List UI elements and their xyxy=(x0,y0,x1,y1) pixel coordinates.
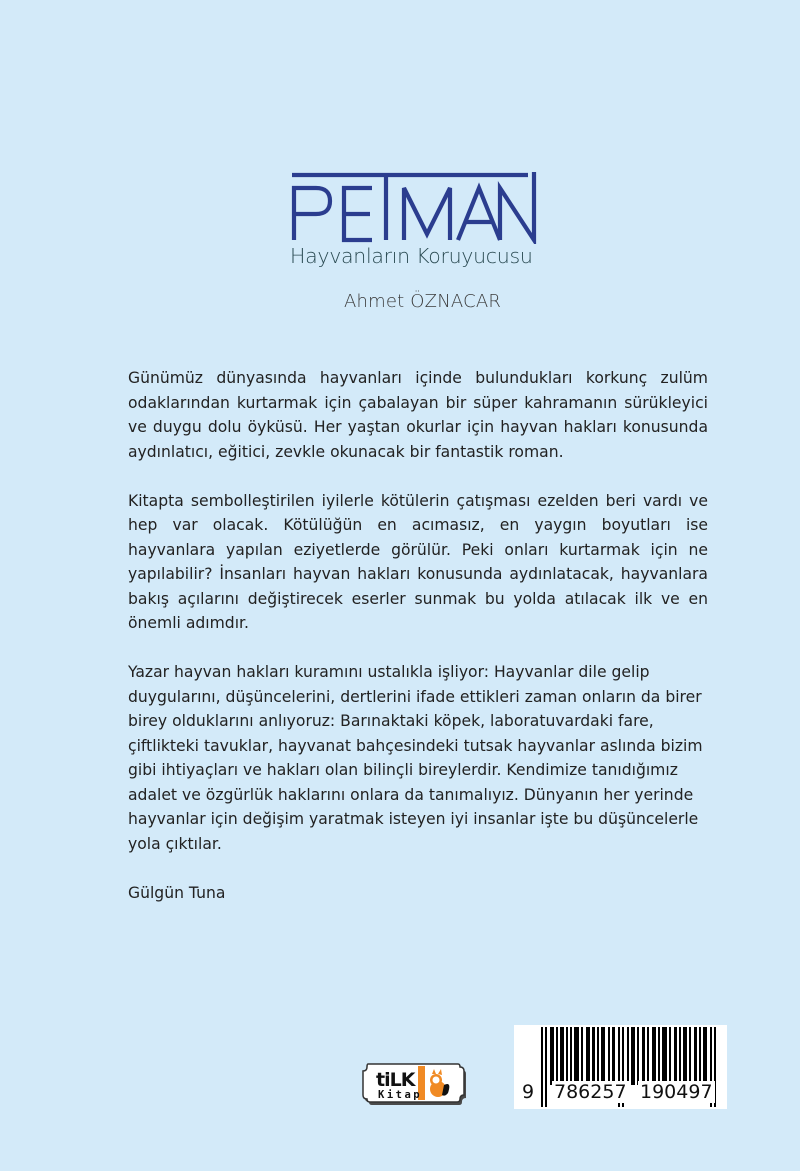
blurb-paragraph-3: Yazar hayvan hakları kuramını ustalıkla işliyor: Hayvanlar dile gelip duygularını, düşüncelerini, dertlerini ifade ettikleri zaman onların da birer birey olduklarını anlıyoruz: Barınaktaki köpek, laboratuvardaki fare, çiftlikteki tavuklar, hayvanat bahçesindeki tutsak hayvanlar aslında bizim gibi ihtiyaçları ve hakları olan bilinçli bireylerdir. Kendimize tanıdığımız adalet ve özgürlük haklarını onlara da tanımalıyız. Dünyanın her yerinde hayvanlar için değişim yaratmak isteyen iyi insanlar işte bu düşüncelerle yola çıktılar. xyxy=(128,663,703,853)
isbn-digits xyxy=(514,1081,727,1107)
book-title-logo xyxy=(286,168,542,244)
publisher-logo-top-text: tiLK xyxy=(376,1069,415,1091)
blurb-paragraph-2: Kitapta sembolleştirilen iyilerle kötülerin çatışması ezelden beri vardı ve hep var olacak. Kötülüğün en acımasız, en yaygın boyutları ise hayvanlara yapılan eziyetlerde görülür. Peki onları kurtarmak için ne yapılabilir? İnsanları hayvan hakları konusunda aydınlatacak, hayvanlara bakış açılarını değiştirecek eserler sunmak bu yolda atılacak ilk ve en önemli adımdır. xyxy=(128,491,708,632)
blurb-signature: Gülgün Tuna xyxy=(128,883,226,902)
isbn-right-digits: 190497 xyxy=(640,1081,713,1103)
publisher-logo xyxy=(362,1061,468,1107)
blurb-paragraph-1: Günümüz dünyasında hayvanları içinde bulundukları korkunç zulüm odaklarından kurtarmak için çabalayan bir süper kahramanın sürükleyici ve duygu dolu öyküsü. Her yaştan okurlar için hayvan hakları konusunda aydınlatıcı, eğitici, zevkle okunacak bir fantastik roman. xyxy=(128,369,708,461)
back-cover-blurb xyxy=(128,366,708,930)
isbn-left-digits: 786257 xyxy=(554,1081,627,1103)
isbn-barcode xyxy=(514,1025,727,1109)
publisher-logo-badge xyxy=(362,1061,468,1107)
book-subtitle: Hayvanların Koruyucusu xyxy=(290,244,533,268)
author-name: Ahmet ÖZNACAR xyxy=(344,291,502,312)
isbn-prefix-digit: 9 xyxy=(522,1081,535,1103)
publisher-logo-bottom-text: Kitap xyxy=(378,1089,423,1101)
